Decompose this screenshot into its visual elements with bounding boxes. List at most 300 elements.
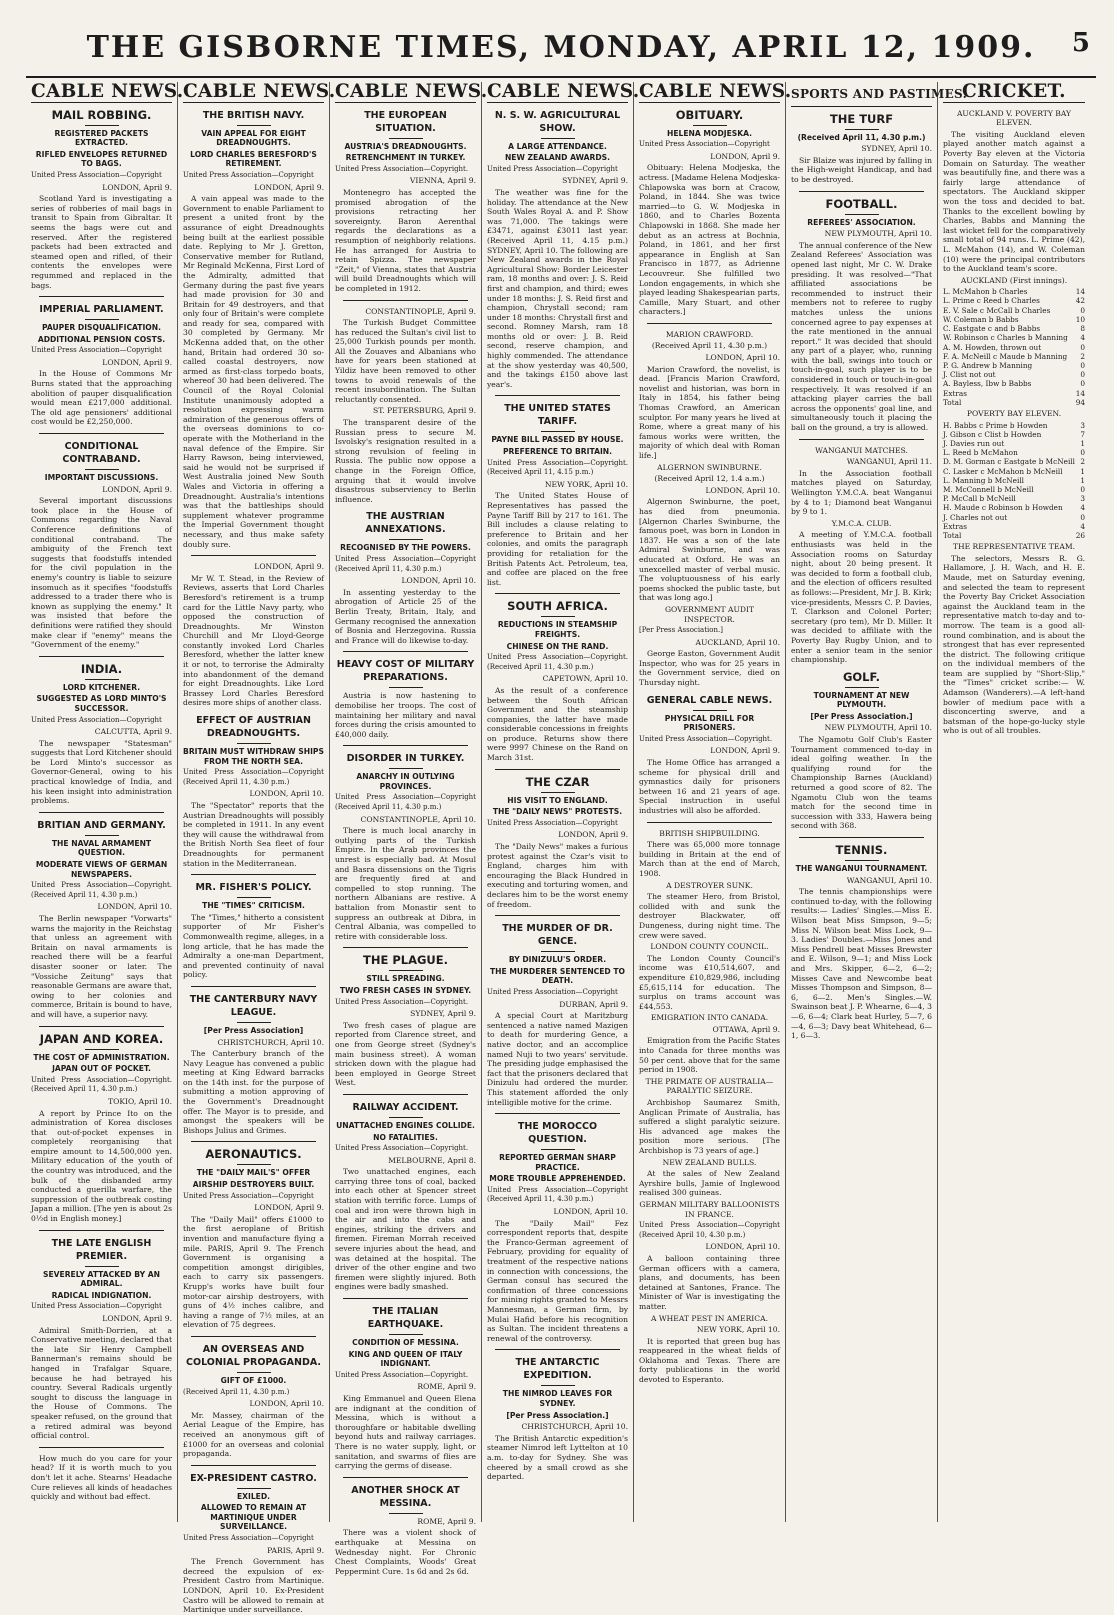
- article-body: A special Court at Maritzburg sentenced a native named Mazigen to death for murdering Gence, a native doctor, and an accomplice named Nuji to two years' servitude. The presiding judge emphasised the fact that the prisoners declared that Dinizulu had ordered the murder. This statement afforded the only intelligible motive for the crime.: [487, 1011, 628, 1107]
- runs: 0: [1080, 305, 1085, 315]
- page-number: 5: [1071, 28, 1090, 58]
- article-credit: United Press Association—Copyright.: [335, 164, 469, 173]
- auckland-score-row: [943, 324, 1085, 333]
- batsman: Extras: [943, 388, 967, 398]
- article-body: A meeting of Y.M.C.A. football enthusiasts was held in the Association rooms on Saturday night, about 20 being present. It was decided to form a football club, and the election of officers resulted as follows:—President, Mr J. B. Kirk; vice-presidents, Messrs C. P. Davies, T. Clarkson and Colonel Porter; secretary (pro tem), Mr D. Miller. It was decided to affiliate with the Poverty Bay Rugby Union, and to enter a senior team in the senior championship.: [791, 530, 932, 665]
- auckland-score-row: [943, 389, 1085, 398]
- article-rule: [191, 986, 316, 987]
- auckland-score-row: [943, 333, 1085, 342]
- article-headline: RAILWAY ACCIDENT.: [352, 1101, 459, 1113]
- article: [335, 658, 476, 739]
- article: [335, 406, 476, 504]
- article: [31, 303, 172, 427]
- article-body: The visiting Auckland eleven played another match against a Poverty Bay eleven at the Victoria Domain on Saturday. The weather was beautifully fine, and there was a fairly large attendance of spectators. The Auckland skipper won the toss and decided to bat. Thanks to the excellent bowling by Charles, Babbs and Manning the last wicket fell for the comparatively small total of 94 runs. L. Prime (42), L. McMahon (14), and W. Coleman (10) were the principal contributors to the Auckland team's score.: [943, 129, 1085, 274]
- auckland-score-row: [943, 287, 1085, 296]
- article-subheading: A LARGE ATTENDANCE.: [508, 141, 607, 151]
- headline-divider: [541, 1385, 575, 1386]
- headline-divider: [237, 125, 271, 126]
- article-subheading: SUGGESTED AS LORD MINTO'S SUCCESSOR.: [36, 694, 167, 713]
- article-headline: GOLF.: [842, 669, 881, 684]
- article-body: Two fresh cases of plague are reported from Clarence street, and one from George street (Sydney's main business street). A woman stricken down with the plague had been employed in George Street West.: [335, 1020, 476, 1088]
- article-body: The Ngamotu Golf Club's Easter Tournament commenced to-day in ideal golfing weather. In the qualifying round for the Championship Barnes (Auckland) returned a good score of 82. The Ngamotu Club won the teams match for the second time in succession with 333, Hawera being second with 368.: [791, 735, 932, 831]
- article-headline: ANOTHER SHOCK AT MESSINA.: [351, 1484, 460, 1509]
- article-body: The "Daily Mail" Fez correspondent reports that, despite the Franco-German agreement of February, providing for equality of treatment of the respective nations in connection with concessions, the German consul has secured the confirmation of three concessions for mining rights granted to Messrs Mannesman, a German firm, by Mulai Hafid before his recognition as Sultan. The incident threatens a renewal of the controversy.: [487, 1218, 628, 1343]
- article-headline: EX-PRESIDENT CASTRO.: [190, 1472, 317, 1484]
- article-subheading: (Received April 11, 4.30 p.m.): [651, 341, 768, 351]
- article-body: As the result of a conference between the South African Government and the steamship companies, the latter have made considerable concessions in freights on produce. Returns show there were 9997 Chinese on the Rand on March 31st.: [487, 685, 628, 763]
- article: [943, 276, 1085, 286]
- article-dateline: LONDON, April 9.: [102, 1314, 172, 1323]
- article: [31, 819, 172, 1020]
- article-rule: [647, 822, 772, 823]
- article-headline: SOUTH AFRICA.: [507, 599, 608, 614]
- auckland-score-row: [943, 398, 1085, 407]
- batsman: C. Eastgate c and b Babbs: [943, 324, 1041, 334]
- batsman: L. McMahon b Charles: [943, 287, 1028, 297]
- article-rule: [495, 395, 620, 396]
- article-dateline: LONDON, April 10.: [705, 485, 780, 495]
- article: [487, 922, 628, 1107]
- article-credit: United Press Association—Copyright. (Received April 11, 4.30 p.m.): [31, 881, 172, 899]
- article-rule: [343, 745, 468, 746]
- article-body: Several important discussions took place in the House of Commons regarding the Naval Conference definitions of conditional contraband. The ambiguity of the French text suggests that foodstuffs intended for the civil population in the enemy's country is liable to seizure insomuch as it specifies "foodstuffs addressed to a trader there who is known as supplying the enemy." It was insisted that before the definitions were ratified they should make clear if "enemy" means the "Government of the enemy.": [31, 496, 172, 650]
- article-dateline: LONDON, April 10.: [249, 1399, 324, 1409]
- headline-divider: [85, 125, 119, 126]
- article-dateline: SYDNEY, April 10.: [861, 144, 932, 154]
- runs: 0: [1080, 448, 1085, 458]
- article-headline: THE CANTERBURY NAVY LEAGUE.: [189, 993, 318, 1018]
- article-headline: THE CZAR: [525, 774, 590, 789]
- article: [639, 829, 780, 879]
- article-rule: [495, 1113, 620, 1114]
- article: [335, 1484, 476, 1577]
- poverty-bay-score-row: [943, 421, 1085, 430]
- column-header: CABLE NEWS.: [335, 81, 488, 102]
- article-dateline: AUCKLAND, April 10.: [695, 637, 780, 647]
- article-subheading: MARION CRAWFORD.: [665, 329, 754, 339]
- article-subheading: (Received April 12, 1.4 a.m.): [654, 474, 765, 484]
- runs: 0: [1080, 342, 1085, 352]
- article-subheading: REDUCTIONS IN STEAMSHIP FREIGHTS.: [497, 620, 618, 639]
- article-dateline: NEW YORK, April 10.: [696, 1325, 780, 1335]
- article-rule: [343, 1477, 468, 1478]
- runs: 0: [1080, 370, 1085, 380]
- article-subheading: THE "DAILY NEWS" PROTESTS.: [492, 807, 623, 817]
- article-dateline: LONDON, April 9.: [710, 746, 780, 756]
- auckland-score-row: [943, 352, 1085, 361]
- article-body: In the House of Commons Mr Burns stated that the approaching abolition of pauper disqualification would mean £217,000 additional. The old age pensioners' additional cost would be £2,250,000.: [31, 369, 172, 427]
- article-headline: JAPAN AND KOREA.: [39, 1031, 164, 1046]
- article-rule: [495, 915, 620, 916]
- batsman: H. Babbs c Prime b Howden: [943, 420, 1048, 430]
- runs: 1: [1080, 475, 1085, 485]
- article-headline: EFFECT OF AUSTRIAN DREADNOUGHTS.: [196, 715, 311, 740]
- poverty-bay-score-row: [943, 457, 1085, 466]
- article-headline: THE ITALIAN EARTHQUAKE.: [367, 1306, 444, 1330]
- headline-divider: [845, 214, 879, 215]
- article-body: The "Times," hitherto a consistent supporter of Mr Fisher's Commonwealth regime, alleges, in a long article, that he has made the Admiralty a one-man Department, and prevented continuity of naval policy.: [183, 912, 324, 980]
- article-dateline: VIENNA, April 9.: [409, 176, 476, 186]
- article-subheading: NEW ZEALAND AWARDS.: [504, 153, 611, 163]
- article-subheading: JAPAN OUT OF POCKET.: [52, 1064, 151, 1074]
- article-dateline: ROME, April 9.: [417, 1382, 476, 1392]
- article-subheading: RIFLED ENVELOPES RETURNED TO BAGS.: [35, 149, 168, 169]
- article-credit: United Press Association—Copyright: [183, 1191, 314, 1200]
- article-dateline: LONDON, April 10.: [705, 353, 780, 363]
- article-dateline: LONDON, April 9.: [102, 484, 172, 494]
- article-dateline: OTTAWA, April 9.: [712, 1024, 780, 1034]
- article-body: There was 65,000 more tonnage building in Britain at the end of March than at the end of March, 1908.: [639, 840, 780, 878]
- article-dateline: CHRISTCHURCH, April 10.: [217, 1037, 324, 1047]
- column-7: [938, 82, 1090, 1522]
- column-header: SPORTS AND PASTIMES.: [791, 84, 932, 107]
- runs: 42: [1075, 296, 1085, 306]
- article: [791, 446, 932, 517]
- article-body: The Home Office has arranged a scheme for physical drill and gymnastics daily for prisoners between 16 and 21 years of age. Special instruction in useful industries will also be afforded.: [639, 758, 780, 815]
- headline-divider: [237, 897, 271, 898]
- article-subheading: AIRSHIP DESTROYERS BUILT.: [192, 1180, 315, 1190]
- article-headline: AN OVERSEAS AND COLONIAL PROPAGANDA.: [186, 1343, 321, 1368]
- columns: [26, 81, 1096, 1615]
- column-header: CABLE NEWS.: [487, 81, 640, 102]
- article-dateline: NEW YORK, April 10.: [544, 479, 628, 489]
- batsman: D. M. Gorman c Eastgate b McNeill: [943, 457, 1075, 467]
- article-rule: [39, 1230, 164, 1231]
- runs: 4: [1080, 333, 1085, 343]
- headline-divider: [389, 687, 423, 688]
- article-dateline: CHRISTCHURCH, April 10.: [521, 1422, 628, 1432]
- article-dateline: NEW PLYMOUTH, April 10.: [824, 723, 932, 733]
- article: [487, 1120, 628, 1343]
- article-rule: [39, 433, 164, 434]
- article-rule: [39, 1447, 164, 1448]
- runs: 14: [1075, 388, 1085, 398]
- headline-divider: [541, 792, 575, 793]
- article-body: Algernon Swinburne, the poet, has died from pneumonia. [Algernon Charles Swinburne, the famous poet, was born in London in 1837. He was a son of the late Admiral Swinburne, and was educated at Oxford. He was an unexcelled master of verbal music. The voluptuousness of his early poems shocked the public taste, but that was long ago.]: [639, 497, 780, 603]
- article-rule: [343, 1298, 468, 1299]
- article-subheading: THE "TIMES" CRITICISM.: [202, 901, 305, 911]
- article-body: Two unattached engines, each carrying three tons of coal, backed into each other at Spencer street station with terrific force. Lumps of coal and iron were thrown high in the air and into the cabs and engines, striking the drivers and firemen. Fireman Morrah received severe injuries about the head, and was detained at the hospital. The driver of the other engine and two firemen were slightly injured. Both engines were badly smashed.: [335, 1167, 476, 1292]
- article-body: Emigration from the Pacific States into Canada for three months was 50 per cent. above that for the same period in 1908.: [639, 1036, 780, 1075]
- poverty-bay-score-row: [943, 485, 1085, 494]
- article: [943, 542, 1085, 736]
- article-credit: United Press Association—Copyright: [487, 164, 618, 173]
- headline-divider: [85, 319, 119, 320]
- auckland-score-row: [943, 315, 1085, 324]
- article-subheading: WANGANUI MATCHES.: [815, 445, 908, 455]
- article-credit: United Press Association—Copyright. (Received April 11, 4.30 p.m.): [487, 653, 628, 671]
- article: [791, 519, 932, 665]
- article-subheading: NEW ZEALAND BULLS.: [662, 1157, 757, 1167]
- article-headline: N. S. W. AGRICULTURAL SHOW.: [494, 109, 621, 134]
- article-dateline: LONDON, April 10.: [249, 789, 324, 799]
- article: [487, 776, 628, 910]
- article: [639, 1158, 780, 1198]
- article-headline: THE EUROPEAN SITUATION.: [364, 109, 447, 134]
- headline-divider: [237, 1164, 271, 1165]
- column-4: [482, 81, 640, 1522]
- article-body: The selectors, Messrs R. G. Hallamore, J. H. Wach, and H. E. Maude, met on Saturday evening, and selected the team to represent the Poverty Bay Cricket Association against the Auckland team in the representative match to-day and to-morrow. The team is a good all-round combination, and is about the strongest that has ever represented the district. The following critique on the individual members of the team are supplied by "Short-Slip," the "Times" cricket scribe:— W. Adamson (Wanderers).—A left-hand bowler of medium pace with a disconcerting swerve, and a batsman of the hope-go-lucky style who is out of all troubles.: [943, 553, 1085, 736]
- article: [31, 109, 172, 291]
- batsman: W. Robinson c Charles b Manning: [943, 333, 1068, 343]
- article-body: Mr W. T. Stead, in the Review of Reviews, asserts that Lord Charles Beresford's retirement is a trump card for the Little Navy party, who opposed the construction of Dreadnoughts. Mr Winston Churchill and Mr Lloyd-George constantly invoked Lord Charles Beresford, whether the latter knew it or not, to terrorise the Admiralty into abandonment of the demand for eight Dreadnoughts. Like Lord Brassey Lord Charles Beresford desires more ships of another class.: [183, 573, 324, 708]
- article-body: Sir Blaize was injured by falling in the High-weight Handicap, and had to be destroyed.: [791, 155, 932, 184]
- article-headline: BRITIAN AND GERMANY.: [37, 819, 166, 831]
- article-subheading: EXILED.: [236, 1491, 271, 1501]
- article-rule: [343, 651, 468, 652]
- article: [183, 1148, 324, 1330]
- article-subheading: ALGERNON SWINBURNE.: [657, 462, 762, 472]
- headline-divider: [845, 860, 879, 861]
- article-headline: IMPERIAL PARLIAMENT.: [39, 304, 164, 316]
- column-2: [178, 81, 336, 1615]
- article-credit: United Press Association—Copyright (Received April 10, 4.30 p.m.): [639, 1221, 780, 1239]
- article-dateline: DURBAN, April 9.: [559, 999, 628, 1009]
- article-credit: United Press Association—Copyright: [639, 140, 770, 149]
- article-subheading: THE MURDERER SENTENCED TO DEATH.: [489, 966, 626, 986]
- headline-divider: [541, 951, 575, 952]
- article-credit: United Press Association—Copyright.: [639, 734, 773, 743]
- headline-divider: [541, 616, 575, 617]
- article: [943, 409, 1085, 419]
- column-1: [26, 81, 184, 1522]
- article-subheading: [Per Press Association]: [203, 1025, 304, 1035]
- article-subheading: AUSTRIA'S DREADNOUGHTS.: [344, 141, 467, 151]
- article-rule: [343, 947, 468, 948]
- batsman: P. McCall b McNeill: [943, 494, 1016, 504]
- article: [183, 993, 324, 1136]
- article-body: Montenegro has accepted the promised abrogation of the provisions retracting her sovereignty. Baron Aerenthal regards the declarations as a resumption of neighborly relations. He has arranged for Austria to retain Spizza. The newspaper "Zeit," of Vienna, states that Austria will build Dreadnoughts which will be completed in 1912.: [335, 187, 476, 293]
- article-body: The French Government has decreed the expulsion of ex-President Castro from Martinique. LONDON, April 10. Ex-President Castro will be allowed to remain at Martinique under surveillance.: [183, 1557, 324, 1615]
- article-headline: MR. FISHER'S POLICY.: [195, 882, 312, 894]
- article-subheading: (Received April 11, 4.30 p.m.): [797, 132, 926, 142]
- article: [639, 694, 780, 816]
- article-dateline: SYDNEY, April 9.: [410, 1009, 476, 1019]
- article-headline: HEAVY COST OF MILITARY PREPARATIONS.: [336, 659, 475, 684]
- article: [791, 113, 932, 185]
- article-credit: United Press Association—Copyright: [31, 346, 162, 355]
- runs: 4: [1080, 503, 1085, 513]
- article: [639, 942, 780, 1011]
- article-headline: THE MOROCCO QUESTION.: [517, 1121, 598, 1146]
- article-subheading: ADDITIONAL PENSION COSTS.: [37, 334, 166, 344]
- article: [183, 109, 324, 550]
- poverty-bay-score-row: [943, 513, 1085, 522]
- article-rule: [799, 439, 924, 440]
- article: [335, 307, 476, 405]
- article-dateline: CONSTANTINOPLE, April 10.: [360, 814, 476, 824]
- article-rule: [39, 296, 164, 297]
- article-body: The London County Council's income was £10,514,607, and expenditure £10,829,986, including £5,615,114 for education. The surplus on trams account was £44,553.: [639, 953, 780, 1011]
- article-credit: United Press Association—Copyright: [183, 1534, 314, 1543]
- article: [639, 605, 780, 688]
- auckland-score-row: [943, 306, 1085, 315]
- article-subheading: REPORTED GERMAN SHARP PRACTICE.: [499, 1153, 616, 1172]
- article-dateline: LONDON, April 10.: [553, 1207, 628, 1217]
- article-subheading: THE PRIMATE OF AUSTRALIA—PARALYTIC SEIZURE.: [645, 1076, 774, 1096]
- article: [31, 1033, 172, 1224]
- article-body: In the Association football matches played on Saturday, Wellington Y.M.C.A. beat Wanganui by 4 to 1; Diamond beat Wanganui by 9 to 1.: [791, 468, 932, 517]
- article-rule: [191, 1336, 316, 1337]
- article: [31, 1454, 172, 1502]
- article-body: The transparent desire of the Russian press to secure M. Isvolsky's resignation resulted in a strong revulsion of feeling in Russia. The public now oppose a change in the Foreign Office, arguing that it would involve disastrous subserviency to Berlin influence.: [335, 418, 476, 504]
- article-dateline: CONSTANTINOPLE, April 9.: [365, 306, 476, 316]
- article: [639, 1200, 780, 1312]
- article: [183, 881, 324, 980]
- article-dateline: LONDON, April 10.: [97, 902, 172, 912]
- runs: 0: [1080, 360, 1085, 370]
- article-body: The "Daily Mail" offers £1000 to the first aeroplane of British invention and manufacture flying a mile. PARIS, April 9. The French Government is organising a competition amongst dirigibles, each to carry six passengers. Krupp's works have built four motor-car airship destroyers, with guns of 4½ inches calibre, and having a range of 7½ miles, at an elevation of 75 degrees.: [183, 1214, 324, 1330]
- poverty-bay-score-row: [943, 467, 1085, 476]
- batsman: W. Coleman b Babbs: [943, 314, 1019, 324]
- article: [639, 881, 780, 941]
- article-credit: United Press Association—Copyright: [31, 1302, 162, 1311]
- runs: 0: [1080, 512, 1085, 522]
- article-body: Marion Crawford, the novelist, is dead. [Francis Marion Crawford, novelist and historian, was born in Italy in 1854, his father being Thomas Crawford, an American sculptor. For many years he lived at Rome, where a great many of his famous works were written, the majority of which deal with Roman life.]: [639, 364, 780, 460]
- article-headline: AERONAUTICS.: [205, 1147, 302, 1162]
- article-dateline: MELBOURNE, April 8.: [388, 1155, 476, 1165]
- article-credit: [Per Press Association.]: [639, 626, 723, 635]
- article-subheading: THE COST OF ADMINISTRATION.: [33, 1052, 170, 1062]
- batsman: J. Charles not out: [943, 512, 1008, 522]
- article-body: The annual conference of the New Zealand Referees' Association was opened last night, Mr C. W. Drake presiding. It was resolved—"That affiliated associations be recommended to instruct their members not to referee to rugby matches unless the unions concerned agree to pay expenses at the rate mentioned in the annual report." It was decided that should any part of a player, who, running with the ball, swings into touch or touch-in-goal, such player is to be considered in touch or touch-in-goal respectively. It was resolved if an attacking player carries the ball across the opponents' goal line, and simultaneously touch it placing the ball on the ground, a try is allowed.: [791, 240, 932, 433]
- article-subheading: BRITISH SHIPBUILDING.: [659, 828, 760, 838]
- article-dateline: SYDNEY, April 9.: [562, 176, 628, 186]
- column-3: [330, 81, 488, 1576]
- article-subheading: GERMAN MILITARY BALLOONISTS IN FRANCE.: [639, 1199, 780, 1219]
- article-rule: [647, 323, 772, 324]
- article: [487, 402, 628, 587]
- article-subheading: MORE TROUBLE APPREHENDED.: [489, 1174, 626, 1184]
- article-headline: FOOTBALL.: [825, 196, 898, 211]
- article-headline: INDIA.: [80, 661, 123, 676]
- article-credit: United Press Association—Copyright: [487, 987, 618, 996]
- article-subheading: STILL SPREADING.: [366, 974, 445, 984]
- batsman: L. Reed b McMahon: [943, 448, 1018, 458]
- batsman: J. Davies run out: [943, 438, 1005, 448]
- auckland-score-row: [943, 343, 1085, 352]
- article-headline: THE AUSTRIAN ANNEXATIONS.: [365, 511, 446, 536]
- article-body: George Easton, Government Audit Inspector, who was for 25 years in the Government service, died on Thursday night.: [639, 649, 780, 688]
- article-headline: GENERAL CABLE NEWS.: [646, 694, 773, 706]
- article-subheading: Y.M.C.A. CLUB.: [831, 518, 892, 528]
- article-body: There is much local anarchy in outlying parts of the Turkish Empire. In the Arab provinces the unrest is especially bad. At Mosul and Basra dissensions on the Tigris are frequently fired at and compelled to stop running. The northern Albanians are restive. A battalion from Monastir sent to suppress an outbreak at Dibra, in Central Albania, was compelled to retire with considerable loss.: [335, 826, 476, 941]
- article: [639, 330, 780, 461]
- runs: 8: [1080, 324, 1085, 334]
- article-dateline: LONDON, April 10.: [401, 576, 476, 586]
- article-credit: United Press Association—Copyright. (Received April 11, 4.15 p.m.): [487, 458, 628, 477]
- column-5: [634, 81, 792, 1522]
- article-body: Obituary: Helena Modjeska, the actress. [Madame Helena Modjeska-Chlapowska was born at Cracow, Poland, in 1844. She was twice married—to G. W. Modjeska in 1860, and to Charles Bozenta Chlapowski in 1868. She made her debut as an actress at Bochnia, Poland, in 1861, and her first appearance in English at San Francisco in 1877, as Adrienne Lecouvreur. She fulfilled two London engagements, in which she played leading Shakespearian parts, Camille, Mary Stuart, and other characters.]: [639, 163, 780, 317]
- article-headline: DISORDER IN TURKEY.: [346, 753, 465, 765]
- article-subheading: PHYSICAL DRILL FOR PRISONERS.: [664, 713, 755, 733]
- poverty-bay-score-row: [943, 448, 1085, 457]
- article-subheading: REFEREES' ASSOCIATION.: [807, 217, 916, 227]
- article: [639, 1077, 780, 1156]
- headline-divider: [237, 1372, 271, 1373]
- article-body: At the sales of New Zealand Ayrshire bulls, Jamie of Inglewood realised 300 guineas.: [639, 1169, 780, 1198]
- article-subheading: ALLOWED TO REMAIN AT MARTINIQUE UNDER SURVEILLANCE.: [200, 1503, 307, 1532]
- article-subheading: LORD CHARLES BERESFORD'S RETIREMENT.: [190, 149, 317, 169]
- article-subheading: RETRENCHMENT IN TURKEY.: [345, 153, 466, 163]
- article-subheading: POVERTY BAY ELEVEN.: [966, 408, 1062, 418]
- article-subheading: GOVERNMENT AUDIT INSPECTOR.: [664, 604, 755, 624]
- article: [335, 510, 476, 645]
- poverty-bay-score-row: [943, 503, 1085, 512]
- article-rule: [495, 593, 620, 594]
- article-headline: THE MURDER OF DR. GENCE.: [502, 923, 613, 948]
- article-subheading: TWO FRESH CASES IN SYDNEY.: [339, 985, 472, 995]
- article-subheading: HIS VISIT TO ENGLAND.: [507, 795, 608, 805]
- batsman: P. G. Andrew b Manning: [943, 360, 1033, 370]
- article-subheading: BY DINIZULU'S ORDER.: [508, 955, 607, 965]
- article-subheading: PAUPER DISQUALIFICATION.: [41, 323, 162, 333]
- article-subheading: THE REPRESENTATIVE TEAM.: [952, 542, 1076, 552]
- article-subheading: LORD KITCHENER.: [62, 682, 141, 692]
- batsman: L. Manning b McNeill: [943, 475, 1024, 485]
- article: [791, 671, 932, 831]
- article-subheading: EMIGRATION INTO CANADA.: [650, 1013, 769, 1023]
- article-credit: United Press Association—Copyright.: [335, 997, 469, 1006]
- article-rule: [39, 656, 164, 657]
- headline-divider: [85, 1049, 119, 1050]
- article-subheading: PREFERENCE TO BRITAIN.: [502, 447, 613, 457]
- runs: 1: [1080, 466, 1085, 476]
- batsman: Extras: [943, 521, 967, 531]
- article: [639, 1314, 780, 1385]
- article-body: How much do you care for your head? If it is worth much to you don't let it ache. Stearns' Headache Cure relieves all kinds of headaches quickly and without bad effect.: [31, 1453, 172, 1502]
- column-header: CABLE NEWS.: [183, 81, 336, 102]
- article-headline: THE ANTARCTIC EXPEDITION.: [515, 1357, 600, 1382]
- headline-divider: [85, 679, 119, 680]
- headline-divider: [389, 1513, 423, 1514]
- article-subheading: IMPORTANT DISCUSSIONS.: [44, 473, 159, 483]
- article-body: Archbishop Saumarez Smith, Anglican Primate of Australia, has suffered a slight paralytic seizure. His advanced age makes the position more serious. [The Archbishop is 73 years of age.]: [639, 1098, 780, 1155]
- headline-divider: [389, 1117, 423, 1118]
- article-credit: United Press Association—Copyright: [31, 170, 162, 179]
- article-subheading: AUCKLAND V. POVERTY BAY ELEVEN.: [956, 108, 1072, 128]
- batsman: E. V. Sale c McCall b Charles: [943, 305, 1051, 315]
- article-credit: United Press Association—Copyright: [183, 170, 314, 179]
- article-body: King Emmanuel and Queen Elena are indignant at the condition of Messina, which is without a thoroughfare or habitable dwelling beyond huts and railway carriages. There is no water supply, light, or sanitation, and swarms of flies are carrying the germs of disease.: [335, 1393, 476, 1471]
- article-body: The "Daily News" makes a furious protest against the Czar's visit to England, charges him with encouraging the Black Hundred in executing and torturing women, and declares him to be the worst enemy of freedom.: [487, 842, 628, 909]
- article-dateline: NEW PLYMOUTH, April 10.: [824, 229, 932, 239]
- poverty-bay-score-row: [943, 439, 1085, 448]
- article-body: The "Spectator" reports that the Austrian Dreadnoughts will possibly be completed in 1911. In any event they will cause the withdrawal from the British North Sea fleet of four Dreadnoughts for permanent station in the Mediterranean.: [183, 801, 324, 868]
- article: [335, 954, 476, 1088]
- headline-divider: [845, 129, 879, 130]
- article-subheading: SEVERELY ATTACKED BY AN ADMIRAL.: [42, 1269, 160, 1289]
- article-dateline: ST. PETERSBURG, April 9.: [373, 406, 476, 416]
- article-dateline: WANGANUI, April 11.: [846, 457, 932, 467]
- article-body: The Canterbury branch of the Navy League has convened a public meeting at King Edward barracks on the 14th inst. for the purpose of submitting a motion approving of the Government's Dreadnought offer. The Mayor is to preside, and amongst the speakers will be Bishops Julius and Grimes.: [183, 1049, 324, 1135]
- runs: 3: [1080, 420, 1085, 430]
- batsman: A. Bayless, Ibw b Babbs: [943, 379, 1032, 389]
- runs: 1: [1080, 438, 1085, 448]
- column-header: CABLE NEWS.: [31, 81, 184, 102]
- article: [335, 109, 476, 294]
- article-subheading: GIFT OF £1000.: [220, 1375, 287, 1385]
- article-body: A vain appeal was made to the Government to enable Parliament to present a united front by the assurance of eight Dreadnoughts being built at the earliest possible date. Replying to Mr J. Gretton, Conservative member for Rutland, Mr Reginald McKenna, First Lord of the Admiralty, admitted that Germany during the past five years had made provision for 30 and Britain for 49 destroyers, and that only four of Britain's were complete and ready for sea, compared with 30 completed by Germany. Mr McKenna added that, on the other hand, Britain had ordered 30 so-called coastal destroyers, now armed as first-class torpedo boats, whereof 30 had been delivered. The Council of the Royal Colonial Institute unanimously adopted a resolution expressing warm admiration of the generous offers of the overseas dominions to co-operate with the Motherland in the naval defence of the Empire. Sir Harry Rawson, being interviewed, said he would not be surprised if West Australia joined New South Wales and Victoria in offering a Dreadnought. Australia's intentions was that the battleships should supplement whatever programme the Imperial Government thought necessary, and thus make safety doubly sure.: [183, 194, 324, 549]
- headline-divider: [389, 768, 423, 769]
- runs: 7: [1080, 429, 1085, 439]
- article: [791, 198, 932, 433]
- headline-divider: [237, 1488, 271, 1489]
- article-subheading: LONDON COUNTY COUNCIL.: [650, 942, 769, 952]
- article-credit: United Press Association—Copyright (Received April 11, 4.30 p.m.): [183, 768, 324, 786]
- batsman: J. Clist not out: [943, 370, 996, 380]
- article-body: The weather was fine for the holiday. The attendance at the New South Wales Royal A. and P. Show was 71,000. The takings were £3471, against £3011 last year. (Received April 11, 4.15 p.m.) SYDNEY, April 10. The following are New Zealand awards in the Royal Agricultural Show: Border Leicester ram, 18 months and over: J. S. Reid first and champion, and third; ewes under 18 months: J. S. Reid first and champion, Chrystall second; ram under 18 months: Chrystall first and second. Romney Marsh, ram 18 months old or over: J. B. Reid second, reserve champion, and highly commended. The attendance at the show yesterday was 40,500, and the takings £150 above last year's.: [487, 187, 628, 389]
